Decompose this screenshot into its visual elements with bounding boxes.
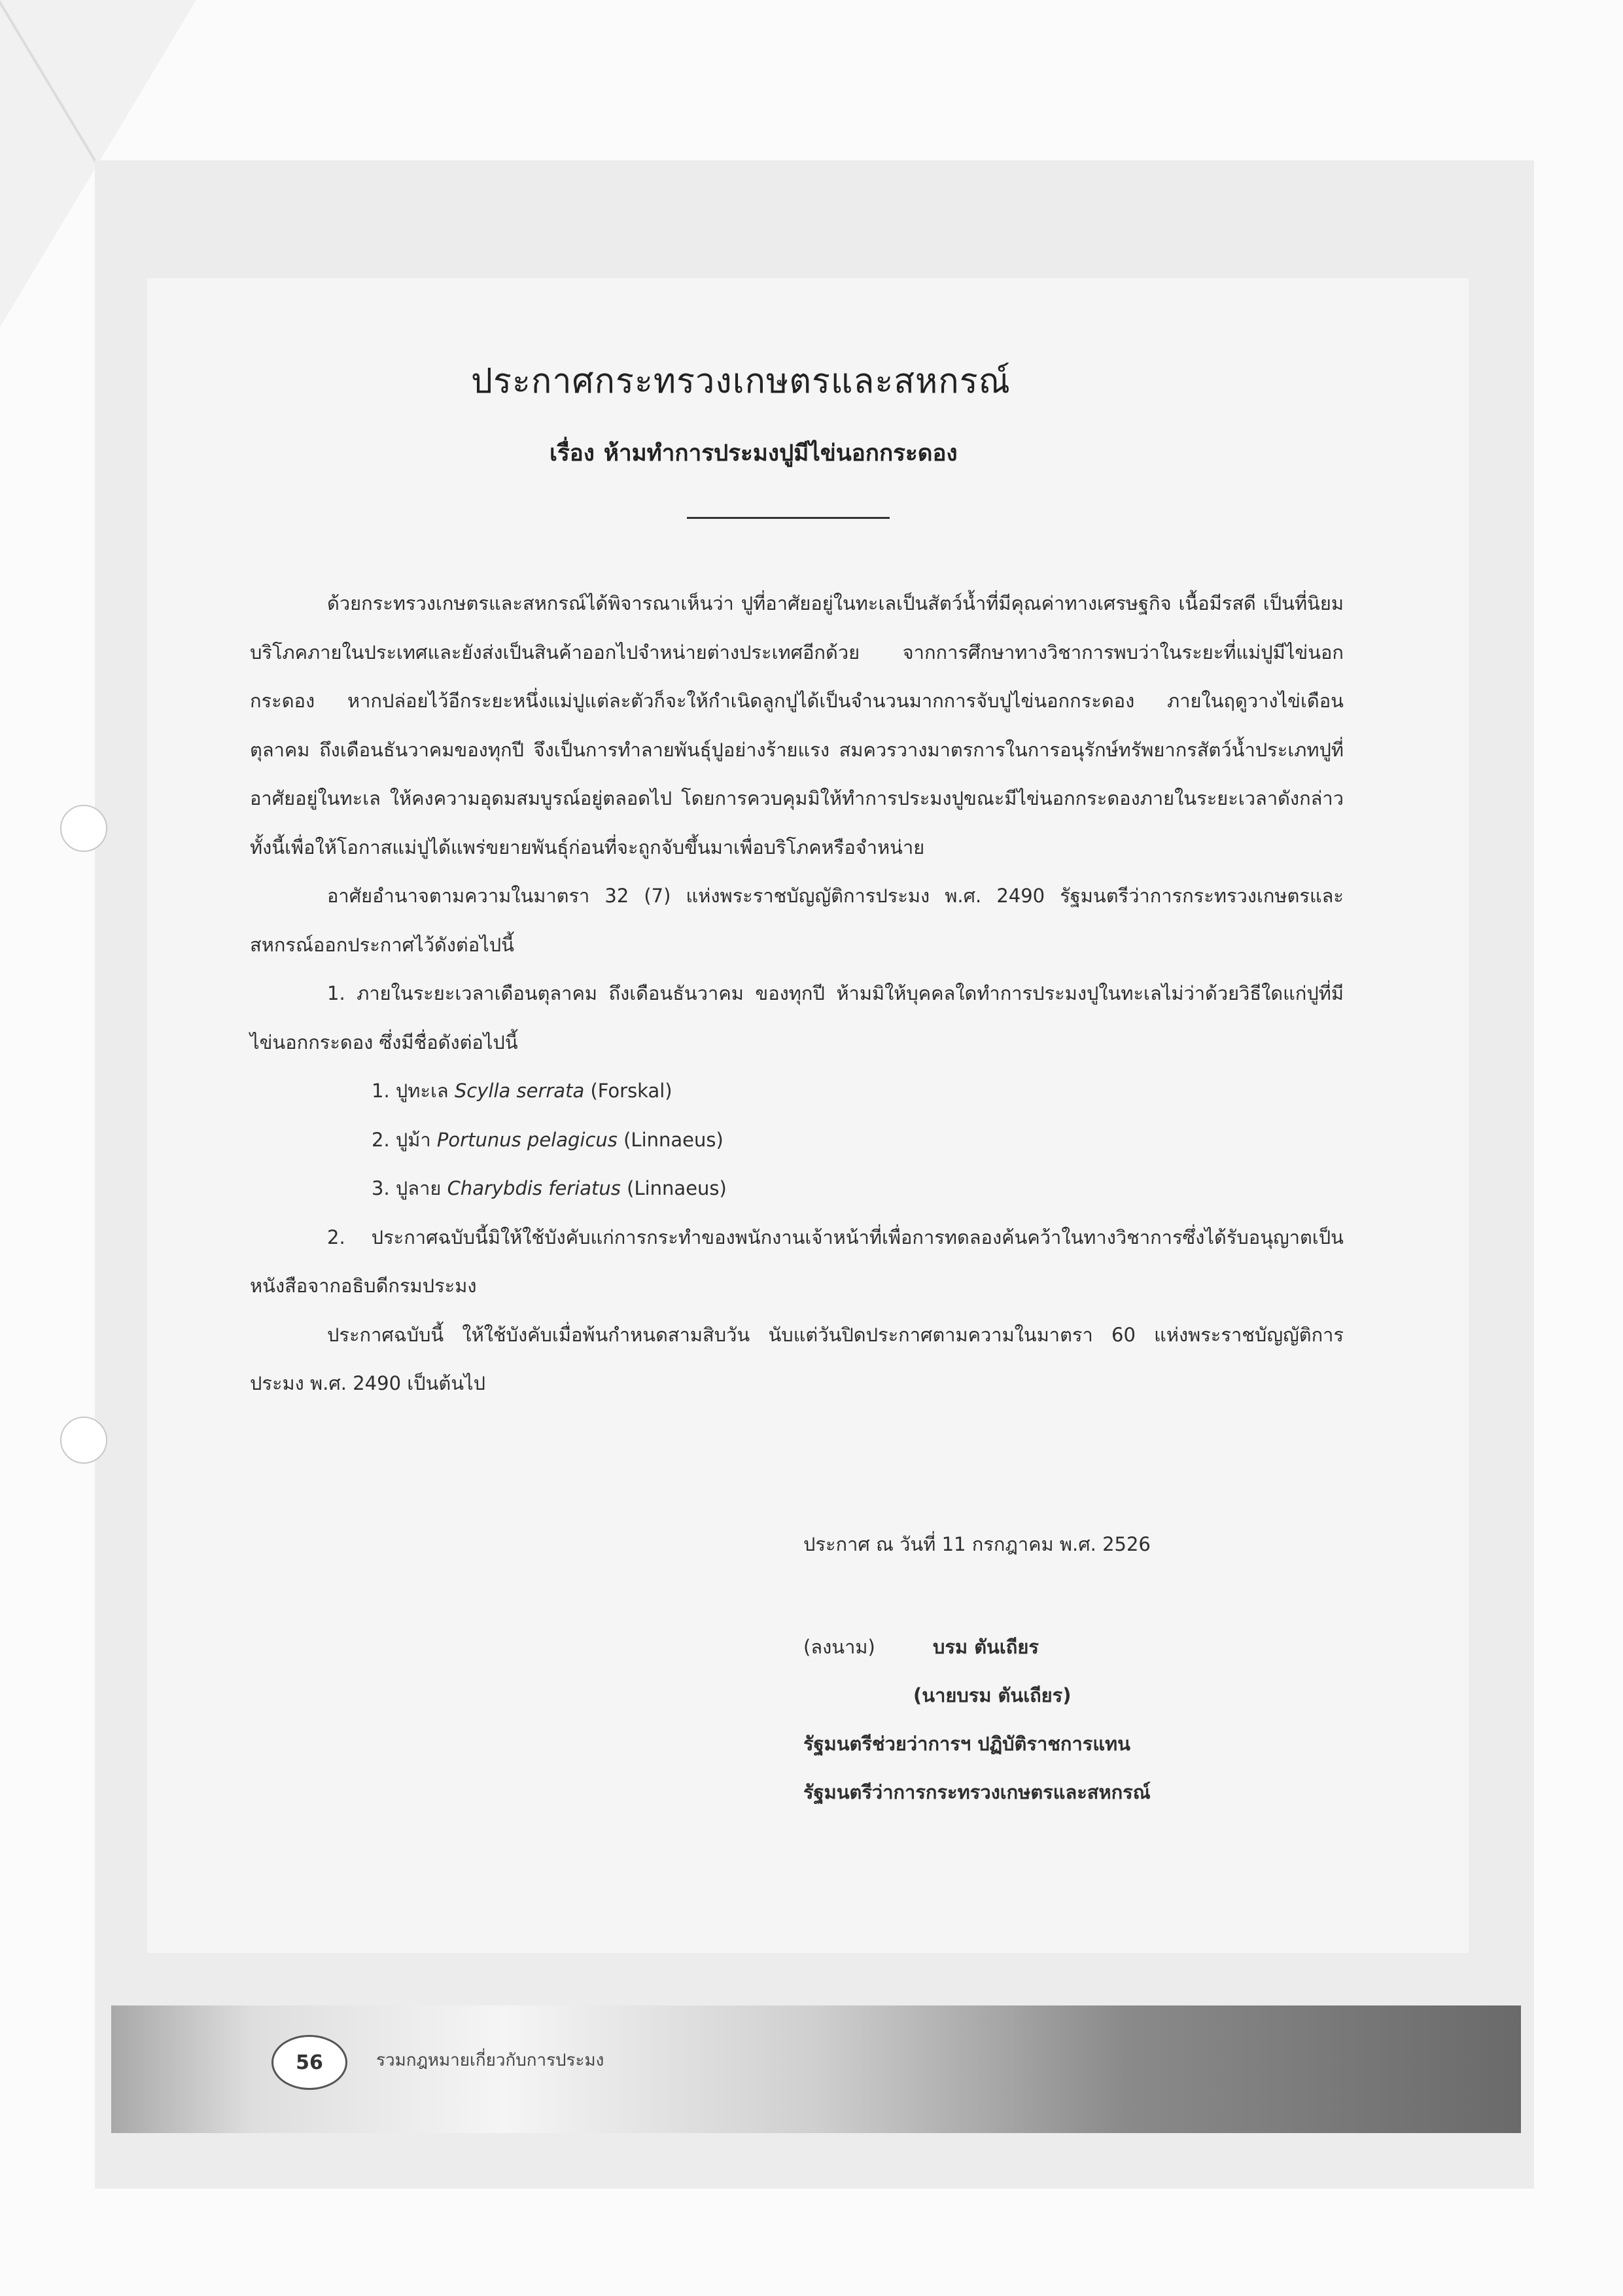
announcement-title: ประกาศกระทรวงเกษตรและสหกรณ์ — [471, 361, 1011, 401]
clause-2-paragraph: 2. ประกาศฉบับนี้มิให้ใช้บังคับแก่การกระทำของพนักงานเจ้าหน้าที่เพื่อการทดลองค้นคว้าในทางวิชาการซึ่งได้รับอนุญาตเป็นหนังสือจากอธิบดีกรมประมง — [250, 1226, 1344, 1297]
punch-hole-bottom — [60, 1417, 107, 1464]
list-item — [250, 1164, 1344, 1213]
species-thai-name: 3. ปูลาย — [372, 1177, 442, 1199]
announcement-body — [250, 579, 1344, 1408]
signer-position-deputy: รัฐมนตรีช่วยว่าการฯ ปฏิบัติราชการแทน — [803, 1733, 1130, 1755]
punch-hole-top — [60, 805, 107, 852]
signer-name: บรม ตันเถียร — [933, 1636, 1039, 1658]
preamble-paragraph: ด้วยกระทรวงเกษตรและสหกรณ์ได้พิจารณาเห็นว่า ปูที่อาศัยอยู่ในทะเลเป็นสัตว์น้ำที่มีคุณค่าทางเศรษฐกิจ เนื้อมีรสดี เป็นที่นิยมบริโภคภายในประเทศและยังส่งเป็นสินค้าออกไปจำหน่ายต่างประเทศอีกด้วย จากการศึกษาทางวิชาการพบว่าในระยะที่แม่ปูมีไข่นอกกระดอง หากปล่อยไว้อีกระยะหนึ่งแม่ปูแต่ละตัวก็จะให้กำเนิดลูกปูได้เป็นจำนวนมากการจับปูไข่นอกกระดอง ภายในฤดูวางไข่เดือนตุลาคม ถึงเดือนธันวาคมของทุกปี จึงเป็นการทำลายพันธุ์ปูอย่างร้ายแรง สมควรวางมาตรการในการอนุรักษ์ทรัพยากรสัตว์น้ำประเภทปูที่อาศัยอยู่ในทะเล ให้คงความอุดมสมบูรณ์อยู่ตลอดไป โดยการควบคุมมิให้ทำการประมงปูขณะมีไข่นอกกระดองภายในระยะเวลาดังกล่าว ทั้งนี้เพื่อให้โอกาสแม่ปูได้แพร่ขยายพันธุ์ก่อนที่จะถูกจับขึ้นมาเพื่อบริโภคหรือจำหน่าย — [250, 592, 1344, 858]
species-list — [250, 1067, 1344, 1213]
list-item — [250, 1116, 1344, 1165]
effective-date-paragraph: ประกาศฉบับนี้ ให้ใช้บังคับเมื่อพ้นกำหนดสามสิบวัน นับแต่วันปิดประกาศตามความในมาตรา 60 แห่งพระราชบัญญัติการประมง พ.ศ. 2490 เป็นต้นไป — [250, 1323, 1344, 1394]
signer-position-minister: รัฐมนตรีว่าการกระทรวงเกษตรและสหกรณ์ — [803, 1781, 1151, 1803]
species-thai-name: 2. ปูม้า — [372, 1128, 431, 1151]
announcement-subject — [550, 435, 958, 471]
species-scientific-name: Charybdis feriatus — [447, 1177, 621, 1199]
species-scientific-name: Portunus pelagicus — [436, 1128, 618, 1151]
book-title: รวมกฎหมายเกี่ยวกับการประมง — [376, 2051, 604, 2070]
subject-label: เรื่อง — [550, 440, 595, 467]
list-item — [250, 1067, 1344, 1116]
signature-label: (ลงนาม) — [803, 1636, 875, 1658]
signer-full-name: (นายบรม ตันเถียร) — [913, 1684, 1072, 1706]
announcement-date: ประกาศ ณ วันที่ 11 กรกฎาคม พ.ศ. 2526 — [803, 1533, 1151, 1555]
species-author: (Linnaeus) — [627, 1177, 727, 1199]
subject-text: ห้ามทำการประมงปูมีไข่นอกกระดอง — [603, 440, 958, 467]
species-author: (Linnaeus) — [623, 1128, 724, 1151]
clause-1-paragraph: 1. ภายในระยะเวลาเดือนตุลาคม ถึงเดือนธันวาคม ของทุกปี ห้ามมิให้บุคคลใดทำการประมงปูในทะเลไม่ว่าด้วยวิธีใดแก่ปูที่มีไข่นอกกระดอง ซึ่งมีชื่อดังต่อไปนี้ — [250, 982, 1344, 1053]
species-thai-name: 1. ปูทะเล — [372, 1080, 449, 1102]
species-author: (Forskal) — [590, 1080, 672, 1102]
title-divider — [687, 517, 890, 519]
authority-paragraph: อาศัยอำนาจตามความในมาตรา 32 (7) แห่งพระราชบัญญัติการประมง พ.ศ. 2490 รัฐมนตรีว่าการกระทรวงเกษตรและสหกรณ์ออกประกาศไว้ดังต่อไปนี้ — [250, 885, 1344, 956]
signature-block — [803, 1623, 1340, 1816]
signature-line — [803, 1623, 1340, 1671]
species-scientific-name: Scylla serrata — [454, 1080, 585, 1102]
page-number: 56 — [271, 2035, 347, 2090]
